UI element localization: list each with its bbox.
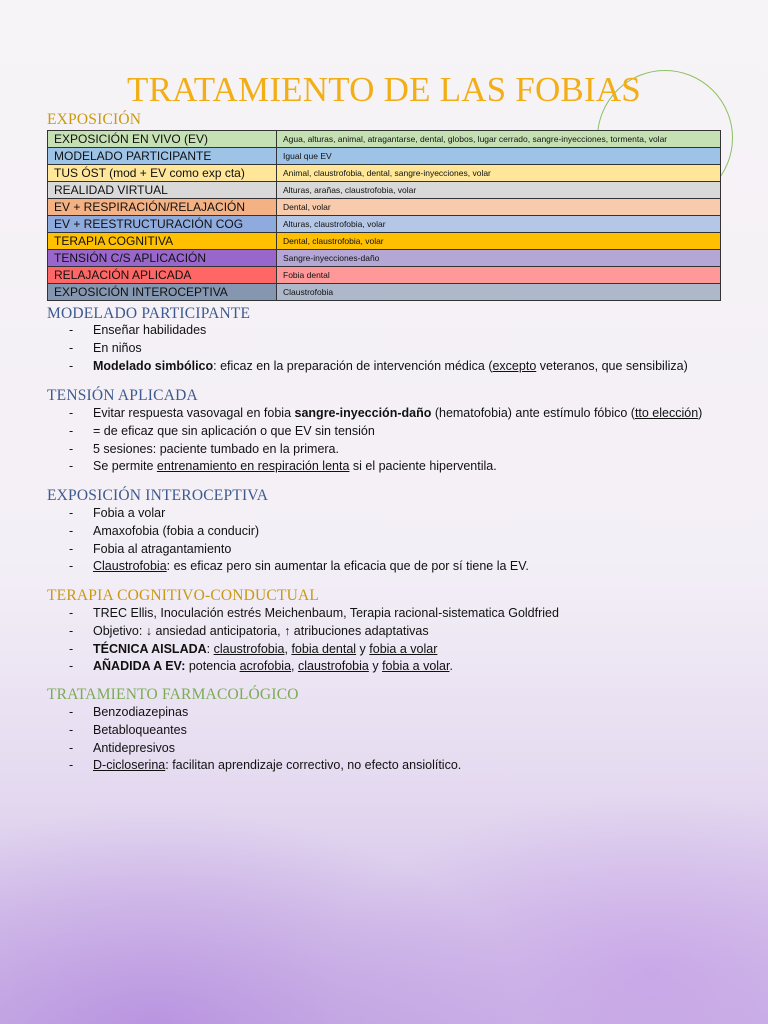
phobias-cell: Sangre-inyecciones-daño	[277, 250, 721, 267]
list-item	[47, 605, 559, 623]
table-row	[48, 199, 721, 216]
exposure-table	[47, 130, 721, 301]
text-segment: .	[449, 659, 453, 674]
list-item	[47, 541, 529, 559]
list-farmaco	[47, 704, 461, 775]
text-segment: Se permite	[93, 459, 157, 474]
list-item	[47, 505, 529, 523]
technique-cell: EXPOSICIÓN INTEROCEPTIVA	[48, 284, 277, 301]
technique-cell: EV + RESPIRACIÓN/RELAJACIÓN	[48, 199, 277, 216]
text-segment: En niños	[93, 340, 142, 355]
list-item	[47, 523, 529, 541]
underlined-text: Claustrofobia	[93, 559, 167, 574]
text-segment: Betabloqueantes	[93, 722, 187, 737]
bold-text: TÉCNICA AISLADA	[93, 641, 207, 656]
list-item	[47, 558, 529, 576]
phobias-cell: Fobia dental	[277, 267, 721, 284]
phobias-cell: Igual que EV	[277, 148, 721, 165]
technique-cell: EXPOSICIÓN EN VIVO (EV)	[48, 131, 277, 148]
text-segment: : eficaz en la preparación de intervención médica (	[213, 358, 493, 373]
underlined-text: acrofobia	[239, 659, 292, 674]
phobias-cell: Alturas, claustrofobia, volar	[277, 216, 721, 233]
underlined-text: claustrofobia	[297, 659, 369, 674]
list-item	[47, 704, 461, 722]
page-title: TRATAMIENTO DE LAS FOBIAS	[127, 70, 641, 109]
list-item	[47, 458, 702, 476]
list-item	[47, 358, 688, 376]
table-row	[48, 182, 721, 199]
section-heading-tension: TENSIÓN APLICADA	[47, 387, 198, 404]
text-segment: )	[698, 406, 703, 420]
underlined-text: fobia a volar	[382, 659, 450, 674]
table-row	[48, 233, 721, 250]
list-item	[47, 623, 559, 641]
underlined-text: D-cicloserina	[93, 758, 166, 773]
phobias-cell: Alturas, arañas, claustrofobia, volar	[277, 182, 721, 199]
table-row	[48, 284, 721, 301]
text-segment: ,	[291, 659, 298, 674]
list-modelado	[47, 322, 688, 375]
bold-text: AÑADIDA A EV:	[93, 659, 186, 674]
text-segment: : es eficaz pero sin aumentar la eficacia que de por sí tiene la EV.	[166, 559, 529, 574]
phobias-cell: Dental, claustrofobia, volar	[277, 233, 721, 250]
technique-cell: TUS ÓST (mod + EV como exp cta)	[48, 165, 277, 182]
text-segment: TREC Ellis, Inoculación estrés Meichenbaum, Terapia racional-sistematica Goldfried	[93, 606, 559, 620]
technique-cell: TERAPIA COGNITIVA	[48, 233, 277, 250]
text-segment: :	[206, 641, 214, 656]
technique-cell: EV + REESTRUCTURACIÓN COG	[48, 216, 277, 233]
list-item	[47, 740, 461, 758]
phobias-cell: Dental, volar	[277, 199, 721, 216]
list-item	[47, 423, 702, 441]
underlined-text: tto elección	[634, 406, 699, 420]
list-item	[47, 722, 461, 740]
section-heading-tcc: TERAPIA COGNITIVO-CONDUCTUAL	[47, 587, 320, 604]
list-item	[47, 757, 461, 775]
table-row	[48, 131, 721, 148]
technique-cell: REALIDAD VIRTUAL	[48, 182, 277, 199]
text-segment: : facilitan aprendizaje correctivo, no efecto ansiolítico.	[165, 758, 462, 773]
text-segment: = de eficaz que sin aplicación o que EV sin tensión	[93, 423, 375, 438]
text-segment: Fobia a volar	[93, 506, 166, 520]
text-segment: Amaxofobia (fobia a conducir)	[93, 523, 260, 538]
underlined-text: entrenamiento en respiración lenta	[156, 459, 350, 474]
technique-cell: MODELADO PARTICIPANTE	[48, 148, 277, 165]
text-segment: ,	[284, 641, 292, 656]
underlined-text: claustrofobia	[213, 641, 285, 656]
table-row	[48, 216, 721, 233]
table-row	[48, 148, 721, 165]
list-item	[47, 405, 702, 423]
list-item	[47, 322, 688, 340]
text-segment: (hematofobia) ante estímulo fóbico (	[431, 406, 635, 420]
text-segment: veteranos, que sensibiliza)	[536, 358, 688, 373]
text-segment: Enseñar habilidades	[93, 323, 207, 337]
text-segment: Evitar respuesta vasovagal en fobia	[93, 406, 295, 420]
phobias-cell: Animal, claustrofobia, dental, sangre-inyecciones, volar	[277, 165, 721, 182]
section-heading-interoceptiva: EXPOSICIÓN INTEROCEPTIVA	[47, 487, 269, 504]
list-item	[47, 441, 702, 459]
text-segment: 5 sesiones: paciente tumbado en la primera.	[93, 441, 339, 456]
table-row	[48, 250, 721, 267]
text-segment: Antidepresivos	[93, 740, 175, 755]
bold-text: Modelado simbólico	[93, 358, 214, 373]
section-heading-modelado: MODELADO PARTICIPANTE	[47, 305, 251, 322]
table-row	[48, 267, 721, 284]
list-tcc	[47, 605, 559, 676]
list-interoceptiva	[47, 505, 529, 576]
underlined-text: excepto	[492, 358, 537, 373]
bold-text: sangre-inyección-daño	[294, 406, 432, 420]
technique-cell: RELAJACIÓN APLICADA	[48, 267, 277, 284]
text-segment: potencia	[185, 659, 240, 674]
list-item	[47, 340, 688, 358]
section-heading-exposicion: EXPOSICIÓN	[47, 111, 142, 128]
text-segment: Benzodiazepinas	[93, 705, 189, 719]
underlined-text: fobia a volar	[369, 641, 438, 656]
list-item	[47, 641, 559, 659]
list-tension	[47, 405, 702, 476]
phobias-cell: Agua, alturas, animal, atragantarse, dental, globos, lugar cerrado, sangre-inyecciones, tormenta, volar	[277, 131, 721, 148]
text-segment: Objetivo: ↓ ansiedad anticipatoria, ↑ atribuciones adaptativas	[93, 623, 429, 638]
text-segment: y	[368, 659, 383, 674]
list-item	[47, 658, 559, 676]
text-segment: Fobia al atragantamiento	[93, 541, 232, 556]
table-row	[48, 165, 721, 182]
text-segment: si el paciente hiperventila.	[349, 459, 497, 474]
underlined-text: fobia dental	[291, 641, 357, 656]
section-heading-farmaco: TRATAMIENTO FARMACOLÓGICO	[47, 686, 299, 703]
text-segment: y	[356, 641, 370, 656]
phobias-cell: Claustrofobia	[277, 284, 721, 301]
technique-cell: TENSIÓN C/S APLICACIÓN	[48, 250, 277, 267]
